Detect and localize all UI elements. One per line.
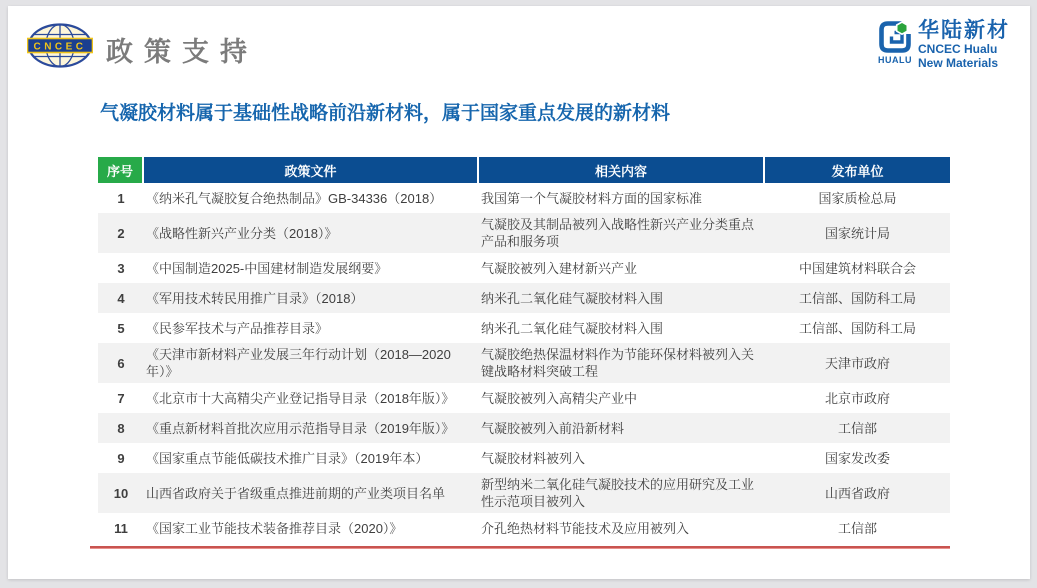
cell-unit: 国家质检总局	[818, 190, 897, 206]
cell-content: 气凝胶材料被列入	[481, 450, 586, 466]
cell-content: 气凝胶被列入建材新兴产业	[481, 260, 638, 276]
cell-no: 4	[117, 290, 125, 306]
cell-no: 3	[117, 260, 125, 276]
table-row	[98, 383, 950, 413]
column-header-policy: 政策文件	[144, 157, 477, 183]
table-row	[98, 413, 950, 443]
table-row	[98, 443, 950, 473]
cell-unit: 工信部	[837, 420, 877, 436]
table-row	[98, 213, 950, 253]
hualu-logo	[878, 20, 1010, 71]
bottom-accent-line	[90, 546, 950, 549]
hualu-wordmark: HUALU	[878, 55, 912, 65]
cell-no: 1	[117, 190, 125, 206]
policy-table-body	[98, 183, 950, 543]
column-header-content: 相关内容	[479, 157, 763, 183]
cell-no: 9	[117, 450, 125, 466]
hualu-hexagon-icon	[897, 22, 908, 34]
hualu-logo-icon	[878, 20, 912, 54]
cell-content: 气凝胶被列入前沿新材料	[481, 420, 625, 436]
slide-title: 气凝胶材料属于基础性战略前沿新材料，属于国家重点发展的新材料	[100, 103, 671, 124]
cell-content: 气凝胶及其制品被列入战略性新兴产业分类重点产品和服务项	[481, 217, 755, 249]
cell-unit: 国家发改委	[824, 450, 890, 466]
cell-policy: 《国家重点节能低碳技术推广目录》（2019年本）	[146, 450, 429, 466]
table-row	[98, 313, 950, 343]
hualu-text-block	[918, 20, 1010, 71]
cell-policy: 《国家工业节能技术装备推荐目录（2020）》	[146, 520, 403, 536]
cncec-globe-icon	[27, 22, 93, 69]
table-row	[98, 513, 950, 543]
cell-content: 气凝胶被列入高精尖产业中	[481, 390, 638, 406]
hualu-en-name-2: New Materials	[918, 56, 999, 71]
cell-policy: 《天津市新材料产业发展三年行动计划（2018—2020年）》	[146, 347, 451, 379]
cell-content: 纳米孔二氧化硅气凝胶材料入围	[481, 320, 664, 336]
column-header-unit: 发布单位	[765, 157, 950, 183]
cell-content: 气凝胶绝热保温材料作为节能环保材料被列入关键战略材料突破工程	[481, 347, 755, 379]
cell-policy: 《中国制造2025-中国建材制造发展纲要》	[146, 260, 388, 276]
cell-policy: 《重点新材料首批次应用示范指导目录（2019年版）》	[146, 420, 455, 436]
cell-policy: 《军用技术转民用推广目录》（2018）	[146, 290, 364, 306]
cell-no: 6	[117, 355, 125, 371]
hualu-en-name-1: CNCEC Hualu	[918, 42, 998, 57]
section-title: 政策支持	[106, 37, 258, 68]
cell-no: 8	[117, 420, 125, 436]
column-header-no: 序号	[98, 157, 142, 183]
cell-no: 2	[117, 225, 125, 241]
cell-content: 新型纳米二氧化硅气凝胶技术的应用研究及工业性示范项目被列入	[481, 477, 755, 509]
cell-unit: 工信部、国防科工局	[798, 290, 916, 306]
cell-unit: 工信部、国防科工局	[798, 320, 916, 336]
table-row	[98, 183, 950, 213]
policy-table	[90, 157, 950, 549]
cncec-logo	[27, 22, 93, 69]
table-row	[98, 343, 950, 383]
cell-unit: 山西省政府	[824, 485, 890, 501]
table-row	[98, 253, 950, 283]
cell-no: 11	[114, 520, 128, 536]
cell-unit: 北京市政府	[824, 390, 890, 406]
table-row	[98, 473, 950, 513]
cell-policy: 《战略性新兴产业分类（2018）》	[146, 225, 338, 241]
cell-policy: 《北京市十大高精尖产业登记指导目录（2018年版）》	[146, 390, 455, 406]
cell-no: 10	[113, 485, 129, 501]
cell-content: 介孔绝热材料节能技术及应用被列入	[481, 520, 690, 536]
cell-unit: 国家统计局	[824, 225, 890, 241]
table-row	[98, 283, 950, 313]
cell-content: 纳米孔二氧化硅气凝胶材料入围	[481, 290, 664, 306]
cell-policy: 山西省政府关于省级重点推进前期的产业类项目名单	[146, 485, 446, 501]
cncec-logo-text: CNCEC	[33, 41, 87, 53]
slide	[8, 6, 1030, 579]
cell-unit: 中国建筑材料联合会	[798, 260, 916, 276]
cell-policy: 《民参军技术与产品推荐目录》	[146, 320, 329, 336]
cell-unit: 工信部	[837, 520, 877, 536]
cell-unit: 天津市政府	[824, 355, 890, 371]
hualu-icon-block	[878, 20, 912, 65]
table-header-row	[98, 157, 950, 183]
cell-no: 5	[117, 320, 125, 336]
cell-policy: 《纳米孔气凝胶复合绝热制品》GB-34336（2018）	[146, 190, 443, 206]
hualu-cn-name: 华陆新材	[918, 19, 1010, 42]
cell-no: 7	[117, 390, 125, 406]
cell-content: 我国第一个气凝胶材料方面的国家标准	[481, 190, 703, 206]
